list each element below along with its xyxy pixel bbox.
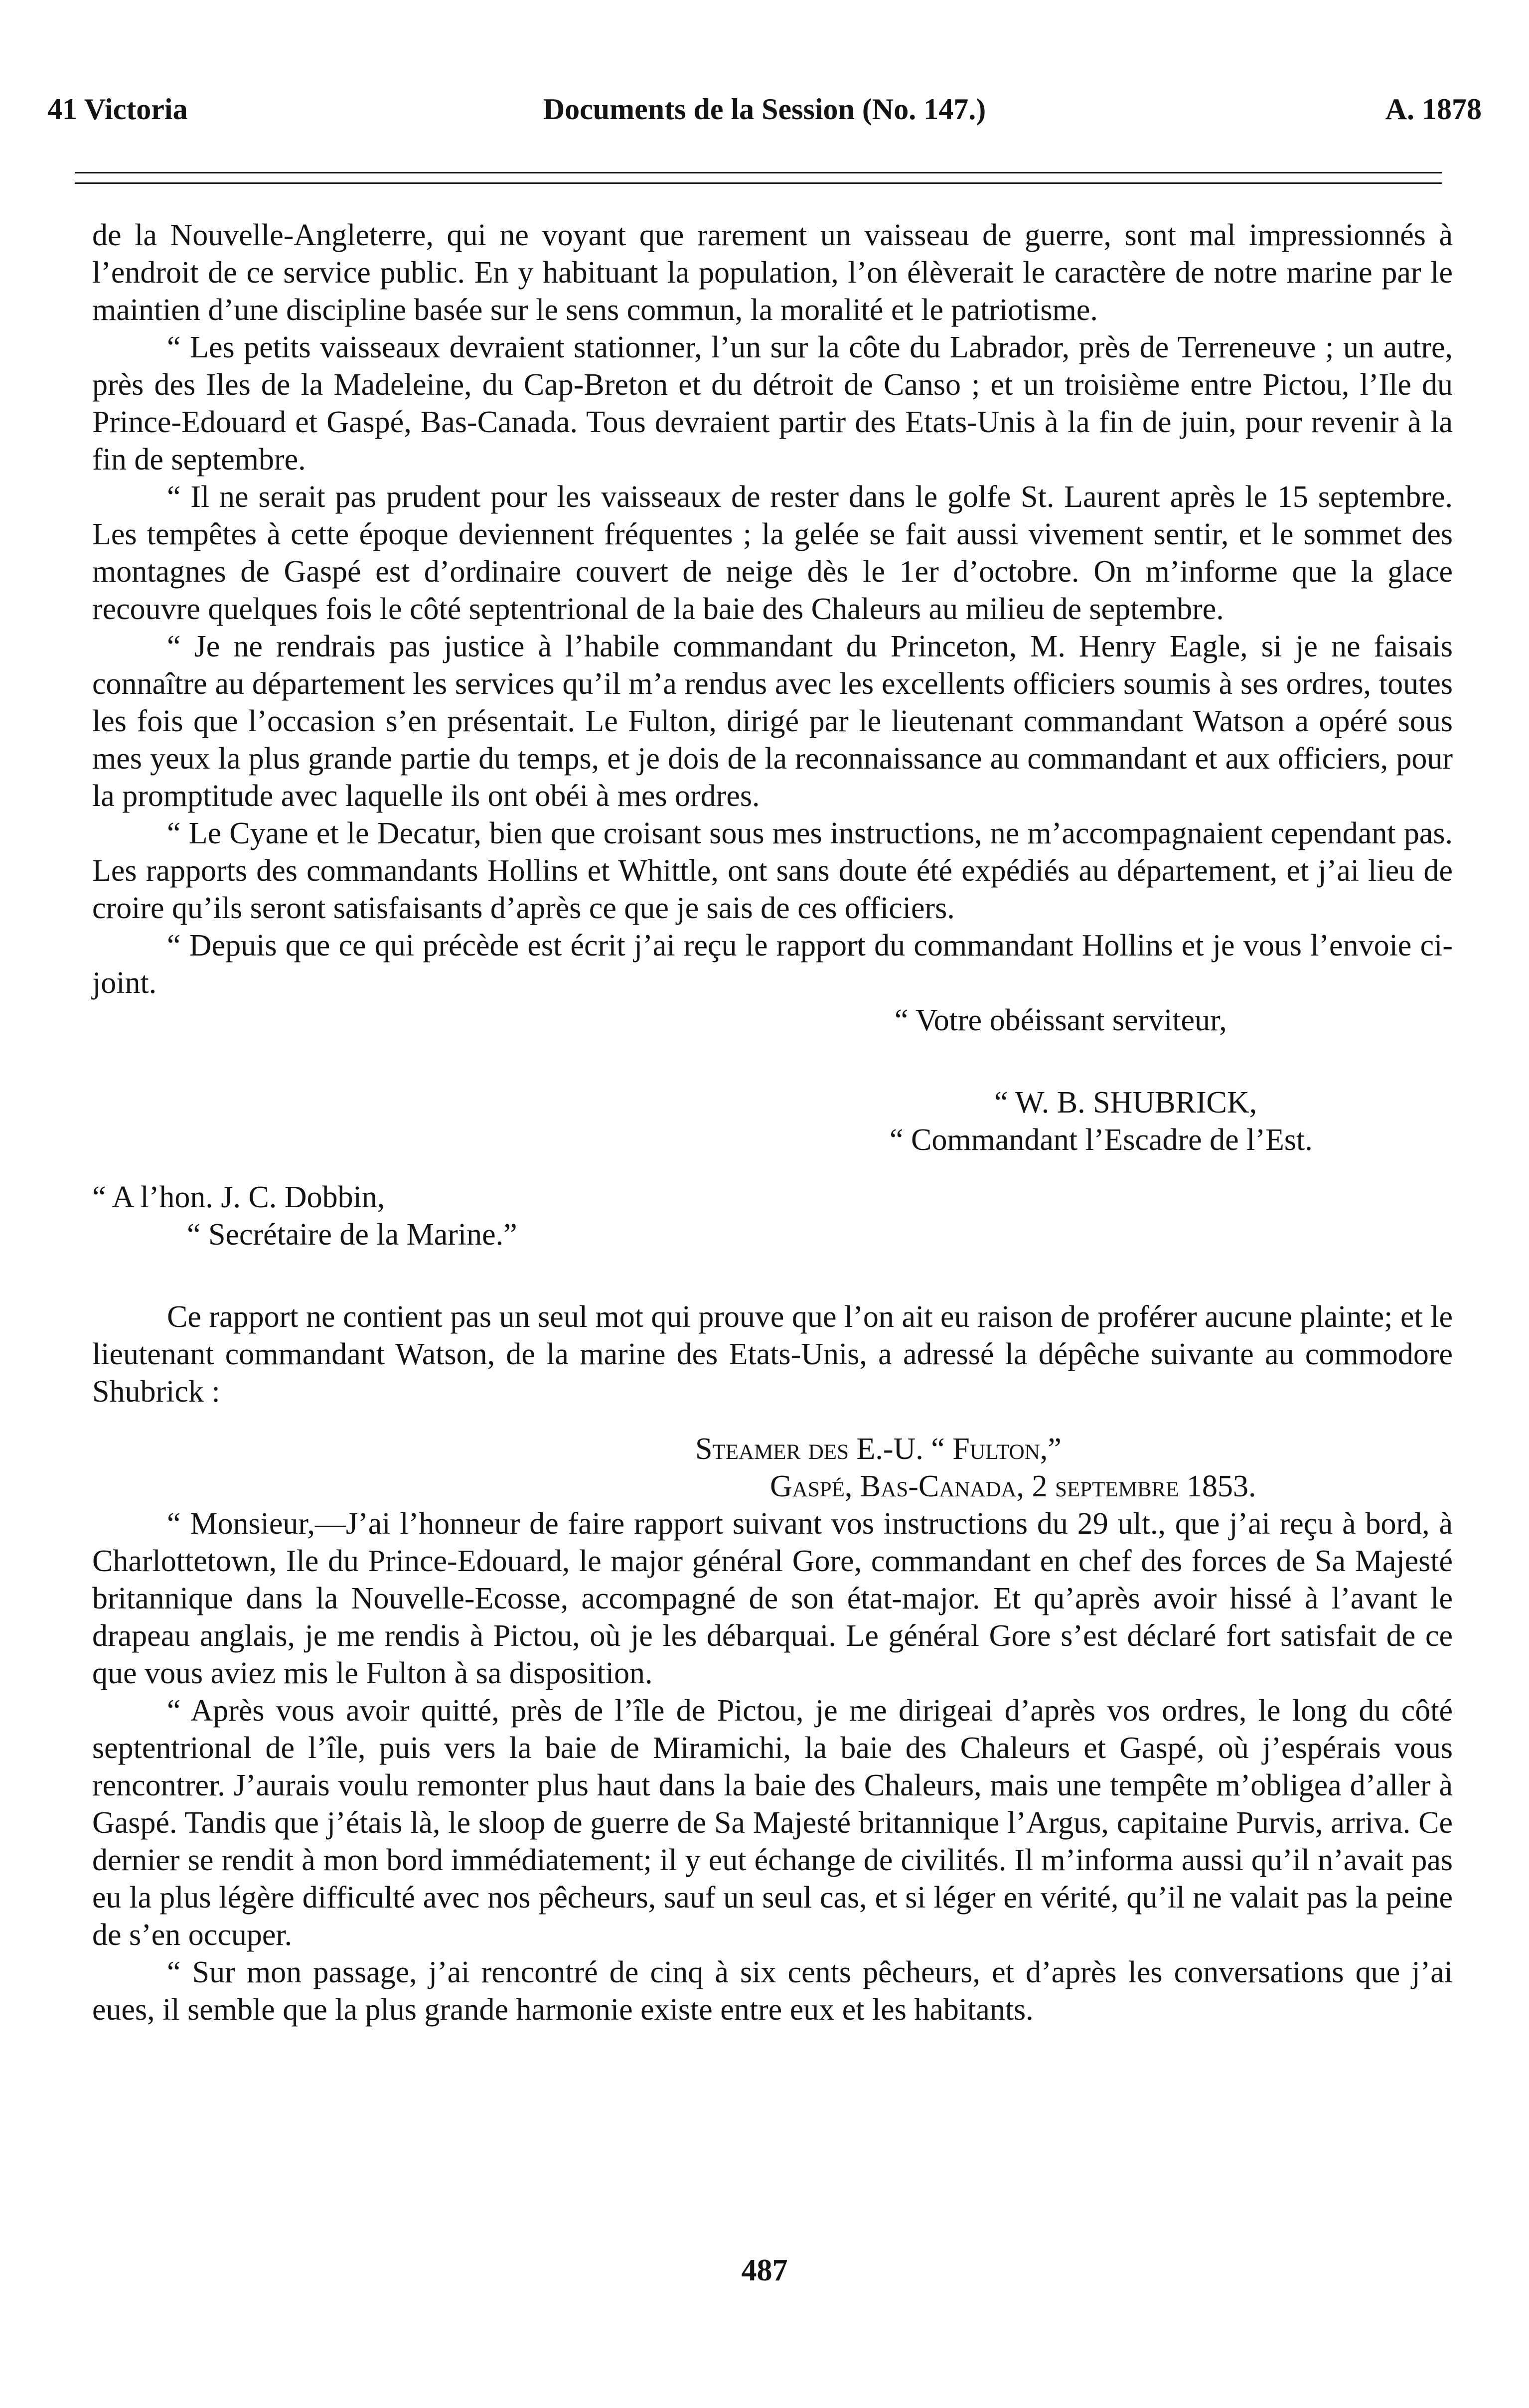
addressee-title: “ Secrétaire de la Marine.”	[187, 1218, 517, 1252]
running-header	[47, 92, 1482, 137]
paragraph: “ Les petits vaisseaux devraient stationner, l’un sur la côte du Labrador, près de Terreneuve ; un autre, près des Iles de la Madeleine, du Cap-Breton et du détroit de Canso ; et un troisième entre Pictou, l’Ile du Prince-Edouard et Gaspé, Bas-Canada. Tous devraient partir des Etats-Unis à la fin de juin, pour revenir à la fin de septembre.	[92, 330, 1453, 477]
dateline-place-date: Gaspé, Bas-Canada, 2 septembre 1853.	[770, 1469, 1256, 1503]
spacer	[92, 1411, 1453, 1431]
closing-salutation: “ Votre obéissant serviteur,	[895, 1003, 1227, 1037]
intro-paragraph: Ce rapport ne contient pas un seul mot qui prouve que l’on ait eu raison de proférer aucune plainte; et le lieutenant commandant Watson, de la marine des Etats-Unis, a adressé la dépêche suivante au commodore Shubrick :	[92, 1300, 1453, 1409]
addressee-name: “ A l’hon. J. C. Dobbin,	[92, 1180, 385, 1214]
signature-name: “ W. B. SHUBRICK,	[994, 1086, 1257, 1120]
paragraph-continuation: de la Nouvelle-Angleterre, qui ne voyant que rarement un vaisseau de guerre, sont mal impressionnés à l’endroit de ce service public. En y habituant la population, l’on élèverait le caractère de notre marine par le maintien d’une discipline basée sur le sens commun, la moralité et le patriotisme.	[92, 218, 1453, 327]
paragraph: “ Il ne serait pas prudent pour les vaisseaux de rester dans le golfe St. Laurent après le 15 septembre. Les tempêtes à cette époque deviennent fréquentes ; la gelée se fait aussi vivement sentir, et le sommet des montagnes de Gaspé est d’ordinaire couvert de neige dès le 1er d’octobre. On m’informe que la glace recouvre quelques fois le côté septentrional de la baie des Chaleurs au milieu de septembre.	[92, 480, 1453, 626]
page-number: 487	[741, 2253, 788, 2287]
header-volume: 41 Victoria	[47, 93, 188, 126]
page-body	[92, 217, 1453, 2029]
letter-paragraph: “ Sur mon passage, j’ai rencontré de cinq à six cents pêcheurs, et d’après les conversations que j’ai eues, il semble que la plus grande harmonie existe entre eux et les habitants.	[92, 1955, 1453, 2027]
spacer	[92, 1254, 1453, 1298]
spacer	[92, 1039, 1453, 1084]
dateline-vessel: Steamer des E.-U. “ Fulton,”	[695, 1432, 1062, 1466]
paragraph: “ Depuis que ce qui précède est écrit j’ai reçu le rapport du commandant Hollins et je vous l’envoie ci-joint.	[92, 929, 1453, 1000]
header-title: Documents de la Session (No. 147.)	[543, 93, 986, 126]
signature-title: “ Commandant l’Escadre de l’Est.	[890, 1123, 1313, 1157]
letter-paragraph: “ Monsieur,—J’ai l’honneur de faire rapport suivant vos instructions du 29 ult., que j’ai reçu à bord, à Charlottetown, Ile du Prince-Edouard, le major général Gore, commandant en chef des forces de Sa Majesté britannique dans la Nouvelle-Ecosse, accompagné de son état-major. Et qu’après avoir hissé à l’avant le drapeau anglais, je me rendis à Pictou, où je les débarquai. Le général Gore s’est déclaré fort satisfait de ce que vous aviez mis le Fulton à sa disposition.	[92, 1507, 1453, 1690]
paragraph: “ Le Cyane et le Decatur, bien que croisant sous mes instructions, ne m’accompagnaient cependant pas. Les rapports des commandants Hollins et Whittle, ont sans doute été expédiés au département, et j’ai lieu de croire qu’ils seront satisfaisants d’après ce que je sais de ces officiers.	[92, 816, 1453, 925]
header-year: A. 1878	[1385, 93, 1482, 126]
header-rule	[75, 172, 1442, 184]
spacer	[92, 1159, 1453, 1179]
letter-paragraph: “ Après vous avoir quitté, près de l’île de Pictou, je me dirigeai d’après vos ordres, le long du côté septentrional de l’île, puis vers la baie de Miramichi, la baie des Chaleurs et Gaspé, où j’espérais vous rencontrer. J’aurais voulu remonter plus haut dans la baie des Chaleurs, mais une tempête m’obligea d’aller à Gaspé. Tandis que j’étais là, le sloop de guerre de Sa Majesté britannique l’Argus, capitaine Purvis, arriva. Ce dernier se rendit à mon bord immédiatement; il y eut échange de civilités. Il m’informa aussi qu’il n’avait pas eu la plus légère difficulté avec nos pêcheurs, sauf un seul cas, et si léger en vérité, qu’il ne valait pas la peine de s’en occuper.	[92, 1694, 1453, 1952]
paragraph: “ Je ne rendrais pas justice à l’habile commandant du Princeton, M. Henry Eagle, si je ne faisais connaître au département les services qu’il m’a rendus avec les excellents officiers soumis à ses ordres, toutes les fois que l’occasion s’en présentait. Le Fulton, dirigé par le lieutenant commandant Watson a opéré sous mes yeux la plus grande partie du temps, et je dois de la reconnaissance au commandant et aux officiers, pour la promptitude avec laquelle ils ont obéi à mes ordres.	[92, 630, 1453, 813]
